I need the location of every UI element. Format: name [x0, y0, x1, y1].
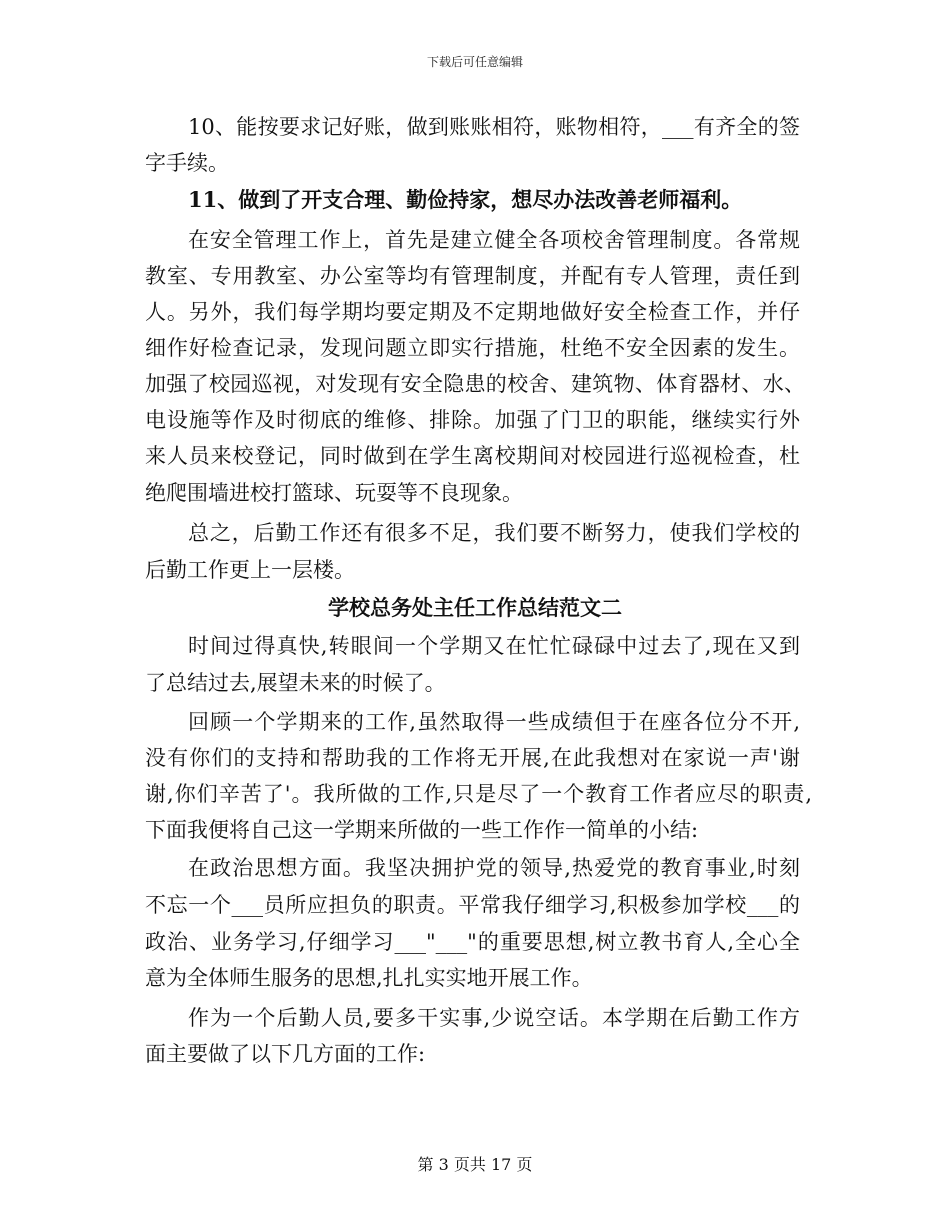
body-line: 后勤工作更上一层楼。 [145, 558, 355, 582]
body-line: 不忘一个___员所应担负的职责。平常我仔细学习,积极参加学校___的 [145, 893, 800, 917]
body-line: 了总结过去,展望未来的时候了。 [145, 671, 446, 695]
body-line: 电设施等作及时彻底的维修、排除。加强了门卫的职能，继续实行外 [145, 408, 800, 432]
page-number-footer: 第 3 页共 17 页 [417, 1155, 533, 1174]
body-line: 字手续。 [145, 151, 229, 175]
body-line: 人。另外，我们每学期均要定期及不定期地做好安全检查工作，并仔 [145, 300, 800, 324]
body-line: 面主要做了以下几方面的工作: [145, 1042, 426, 1066]
body-line: 作为一个后勤人员,要多干实事,少说空话。本学期在后勤工作方 [188, 1006, 800, 1030]
body-line: 政治、业务学习,仔细学习___"___"的重要思想,树立教书育人,全心全 [145, 930, 800, 954]
body-line: 下面我便将自己这一学期来所做的一些工作作一简单的小结: [145, 818, 699, 842]
bold-item-11: 11、做到了开支合理、勤俭持家，想尽办法改善老师福利。 [188, 187, 743, 212]
body-line: 加强了校园巡视，对发现有安全隐患的校舍、建筑物、体育器材、水、 [145, 372, 805, 396]
body-line: 10、能按要求记好账，做到账账相符，账物相符，___有齐全的签 [188, 115, 800, 139]
body-line: 来人员来校登记，同时做到在学生离校期间对校园进行巡视检查，杜 [145, 444, 800, 468]
body-line: 意为全体师生服务的思想,扎扎实实地开展工作。 [145, 966, 593, 990]
body-line: 时间过得真快,转眼间一个学期又在忙忙碌碌中过去了,现在又到 [188, 634, 800, 658]
body-line: 谢,你们辛苦了'。我所做的工作,只是尽了一个教育工作者应尽的职责, [145, 782, 812, 806]
header-note: 下载后可任意编辑 [426, 55, 523, 69]
section-title: 学校总务处主任工作总结范文二 [328, 595, 622, 620]
body-line: 没有你们的支持和帮助我的工作将无开展,在此我想对在家说一声'谢 [145, 746, 800, 770]
body-line: 绝爬围墙进校打篮球、玩耍等不良现象。 [145, 481, 523, 505]
body-line: 在政治思想方面。我坚决拥护党的领导,热爱党的教育事业,时刻 [188, 856, 800, 880]
body-line: 在安全管理工作上，首先是建立健全各项校舍管理制度。各常规 [188, 228, 800, 252]
body-line: 总之，后勤工作还有很多不足，我们要不断努力，使我们学校的 [188, 521, 800, 545]
body-line: 细作好检查记录，发现问题立即实行措施，杜绝不安全因素的发生。 [145, 336, 800, 360]
body-line: 回顾一个学期来的工作,虽然取得一些成绩但于在座各位分不开, [188, 710, 800, 734]
body-line: 教室、专用教室、办公室等均有管理制度，并配有专人管理，责任到 [145, 264, 800, 288]
